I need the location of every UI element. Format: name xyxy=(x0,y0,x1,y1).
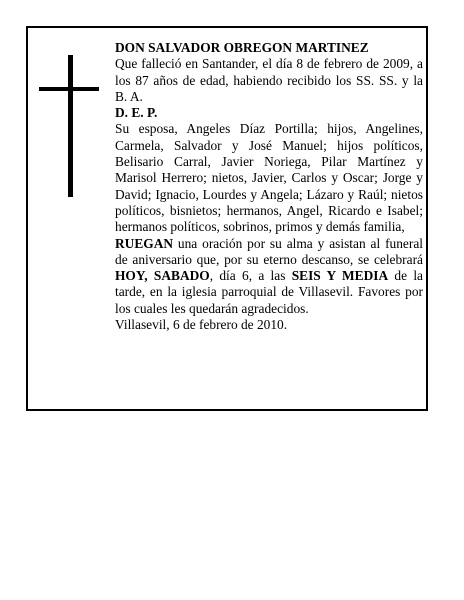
cross-horizontal-bar xyxy=(39,87,99,91)
obituary-notice xyxy=(26,26,428,411)
request-text-1: una oración por su alma y asistan al funeral de aniversario que, por su eterno descanso, se celebrará xyxy=(115,235,423,267)
rip-line: D. E. P. xyxy=(115,105,158,121)
service-day: HOY, SABADO xyxy=(115,268,210,284)
request-paragraph xyxy=(115,236,423,317)
service-time: SEIS Y MEDIA xyxy=(291,268,389,284)
obituary-text xyxy=(115,40,423,333)
deceased-name: DON SALVADOR OBREGON MARTINEZ xyxy=(115,40,369,55)
cross-vertical-bar xyxy=(68,55,73,197)
ruegan-word: RUEGAN xyxy=(115,235,174,251)
request-text-3: de la tarde, en la iglesia parroquial de Villasevil. Favores por los cuales les quedarán agradecidos. xyxy=(115,268,423,316)
request-text-2: , día 6, a las xyxy=(209,268,292,284)
death-paragraph: Que falleció en Santander, el día 8 de febrero de 2009, a los 87 años de edad, habiendo recibido los SS. SS. y la B. A. xyxy=(115,56,423,104)
place-date: Villasevil, 6 de febrero de 2010. xyxy=(115,317,288,333)
family-paragraph: Su esposa, Angeles Díaz Portilla; hijos, Angelines, Carmela, Salvador y José Manuel; hijos políticos, Belisario Carral, Javier Noriega, Pilar Martínez y Marisol Herrero; nietos, Javier, Carlos y Oscar; Jorge y David; Ignacio, Lourdes y Angela; Lázaro y Raúl; nietos políticos, bisnietos; hermanos, Angel, Ricardo e Isabel; hermanos políticos, sobrinos, primos y demás familia, xyxy=(115,121,423,235)
